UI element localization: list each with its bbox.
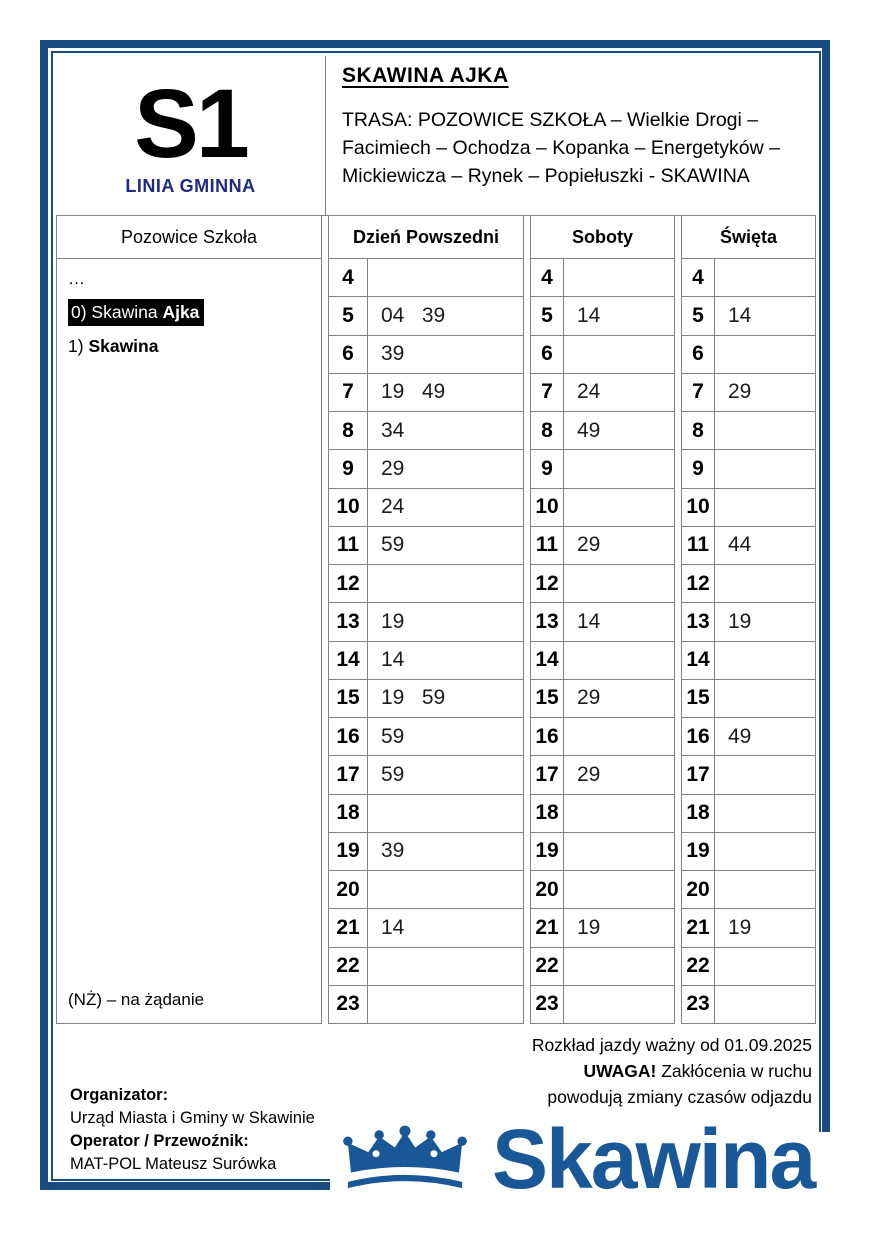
timetable-row	[329, 680, 523, 718]
timetable-row	[329, 603, 523, 641]
hour-cell: 23	[682, 986, 715, 1023]
hour-cell: 7	[329, 374, 368, 411]
timetable-row	[329, 336, 523, 374]
timetable-row	[682, 718, 815, 756]
hour-cell: 12	[329, 565, 368, 602]
minutes-cell: 24	[381, 495, 405, 519]
minutes-cell	[564, 642, 674, 679]
hour-cell: 17	[329, 756, 368, 793]
minutes-cell	[715, 871, 815, 908]
stop-item	[68, 336, 311, 357]
timetable-row	[682, 259, 815, 297]
minutes-cell	[715, 565, 815, 602]
timetable-band	[56, 216, 816, 1024]
route-line: Mickiewicza – Rynek – Popiełuszki - SKAWINA	[342, 165, 750, 187]
minutes-cell	[715, 680, 815, 717]
timetable-row	[329, 374, 523, 412]
minutes-cell	[564, 450, 674, 487]
minutes-cell: 59	[381, 724, 405, 748]
timetable-section-saturday	[530, 216, 675, 1024]
minutes-cell: 19 59	[381, 686, 446, 710]
minutes-cell	[715, 833, 815, 870]
line-badge	[56, 56, 326, 215]
timetable-row	[329, 297, 523, 335]
hour-cell: 20	[531, 871, 564, 908]
hour-cell: 6	[682, 336, 715, 373]
line-type-label: LINIA GMINNA	[125, 175, 256, 196]
warning-line-1	[532, 1058, 812, 1084]
timetable-row	[682, 909, 815, 947]
minutes-cell: 49	[577, 418, 601, 442]
hour-cell: 22	[531, 948, 564, 985]
timetable-section-holiday	[681, 216, 816, 1024]
minutes-cell	[564, 565, 674, 602]
warning-bold: UWAGA!	[583, 1061, 657, 1081]
timetable-row	[682, 948, 815, 986]
timetable-row	[531, 795, 674, 833]
minutes-cell: 49	[728, 724, 752, 748]
minutes-cell	[715, 489, 815, 526]
warning-line-2: powodują zmiany czasów odjazdu	[547, 1087, 812, 1107]
timetable-row	[329, 948, 523, 986]
minutes-cell	[715, 336, 815, 373]
logo-wordmark: Skawina	[492, 1112, 815, 1206]
timetable-row	[682, 680, 815, 718]
destination-title: SKAWINA AJKA	[342, 64, 509, 87]
hour-cell: 5	[531, 297, 564, 334]
hour-cell: 20	[682, 871, 715, 908]
timetable-row	[682, 336, 815, 374]
minutes-cell	[564, 259, 674, 296]
hour-cell: 10	[682, 489, 715, 526]
timetable-row	[531, 833, 674, 871]
day-type-header: Dzień Powszedni	[329, 216, 523, 259]
hour-cell: 4	[531, 259, 564, 296]
timetable-row	[329, 450, 523, 488]
hour-cell: 9	[682, 450, 715, 487]
warning-rest: Zakłócenia w ruchu	[656, 1061, 812, 1081]
hour-cell: 19	[531, 833, 564, 870]
hour-cell: 12	[531, 565, 564, 602]
crown-icon	[330, 1124, 480, 1196]
timetable-row	[329, 642, 523, 680]
stops-column-body	[57, 259, 321, 1023]
hour-cell: 4	[682, 259, 715, 296]
minutes-cell: 39	[381, 342, 405, 366]
minutes-cell: 24	[577, 380, 601, 404]
minutes-cell: 34	[381, 418, 405, 442]
minutes-cell: 29	[381, 456, 405, 480]
hour-cell: 14	[329, 642, 368, 679]
skawina-logo	[330, 1112, 854, 1212]
minutes-cell	[715, 412, 815, 449]
minutes-cell: 19	[728, 609, 752, 633]
hour-cell: 19	[682, 833, 715, 870]
timetable-row	[329, 259, 523, 297]
timetable-row	[329, 565, 523, 603]
minutes-cell: 39	[381, 839, 405, 863]
hour-cell: 18	[329, 795, 368, 832]
hour-cell: 22	[682, 948, 715, 985]
hour-cell: 23	[531, 986, 564, 1023]
hour-cell: 21	[682, 909, 715, 946]
timetable-row	[682, 412, 815, 450]
minutes-cell: 29	[577, 533, 601, 557]
timetable-row	[531, 565, 674, 603]
minutes-cell	[564, 986, 674, 1023]
hour-cell: 12	[682, 565, 715, 602]
operator-label: Operator / Przewoźnik:	[70, 1132, 249, 1150]
timetable-row	[329, 871, 523, 909]
minutes-cell	[368, 948, 523, 985]
minutes-cell: 14	[577, 303, 601, 327]
minutes-cell	[715, 948, 815, 985]
minutes-cell	[715, 756, 815, 793]
timetable-row	[531, 489, 674, 527]
timetable-row	[682, 565, 815, 603]
hour-cell: 11	[329, 527, 368, 564]
organizer-name: Urząd Miasta i Gminy w Skawinie	[70, 1109, 315, 1127]
timetable-row	[329, 412, 523, 450]
stop-highlight: 0) Skawina Ajka	[68, 299, 204, 326]
timetable-row	[329, 718, 523, 756]
timetable-row	[329, 756, 523, 794]
timetable-row	[682, 297, 815, 335]
minutes-cell: 14	[381, 648, 405, 672]
organizer-label: Organizator:	[70, 1086, 169, 1104]
timetable-row	[682, 489, 815, 527]
hour-cell: 18	[531, 795, 564, 832]
hour-cell: 13	[531, 603, 564, 640]
hour-cell: 14	[682, 642, 715, 679]
timetable-row	[531, 603, 674, 641]
timetable-row	[329, 489, 523, 527]
stops-column-header: Pozowice Szkoła	[57, 216, 321, 259]
day-type-header: Święta	[682, 216, 815, 259]
timetable-row	[531, 642, 674, 680]
timetable-row	[682, 450, 815, 488]
hour-cell: 21	[531, 909, 564, 946]
hour-cell: 16	[682, 718, 715, 755]
timetable-row	[531, 909, 674, 947]
day-sections	[328, 216, 816, 1024]
timetable-row	[531, 259, 674, 297]
timetable-row	[682, 642, 815, 680]
minutes-cell	[564, 718, 674, 755]
hour-cell: 11	[531, 527, 564, 564]
minutes-cell: 29	[728, 380, 752, 404]
route-line: TRASA: POZOWICE SZKOŁA – Wielkie Drogi –	[342, 109, 759, 131]
timetable-rows	[682, 259, 815, 1023]
timetable-row	[531, 412, 674, 450]
hour-cell: 15	[682, 680, 715, 717]
hour-cell: 19	[329, 833, 368, 870]
minutes-cell: 04 39	[381, 303, 446, 327]
timetable-row	[682, 756, 815, 794]
timetable-row	[531, 527, 674, 565]
minutes-cell	[368, 259, 523, 296]
timetable-row	[531, 871, 674, 909]
hour-cell: 16	[531, 718, 564, 755]
minutes-cell	[715, 795, 815, 832]
hour-cell: 5	[329, 297, 368, 334]
timetable-row	[682, 527, 815, 565]
timetable-row	[531, 948, 674, 986]
hour-cell: 10	[329, 489, 368, 526]
hour-cell: 16	[329, 718, 368, 755]
timetable-row	[531, 297, 674, 335]
validity-text: Rozkład jazdy ważny od 01.09.2025	[531, 1035, 812, 1055]
stop-item	[68, 302, 311, 323]
page-content	[56, 56, 816, 1178]
minutes-cell	[564, 336, 674, 373]
hour-cell: 11	[682, 527, 715, 564]
minutes-cell	[564, 948, 674, 985]
minutes-cell	[564, 489, 674, 526]
minutes-cell: 19	[728, 915, 752, 939]
timetable-row	[682, 833, 815, 871]
timetable-row	[329, 527, 523, 565]
timetable-section-weekday	[328, 216, 524, 1024]
minutes-cell	[368, 871, 523, 908]
timetable-row	[531, 374, 674, 412]
hour-cell: 9	[531, 450, 564, 487]
minutes-cell	[368, 986, 523, 1023]
operator-name: MAT-POL Mateusz Surówka	[70, 1155, 277, 1173]
minutes-cell	[715, 259, 815, 296]
stops-ellipsis: …	[68, 269, 87, 288]
timetable-row	[682, 374, 815, 412]
hour-cell: 8	[682, 412, 715, 449]
minutes-cell: 29	[577, 686, 601, 710]
timetable-row	[531, 680, 674, 718]
timetable-row	[329, 833, 523, 871]
hour-cell: 21	[329, 909, 368, 946]
hour-cell: 10	[531, 489, 564, 526]
hour-cell: 13	[682, 603, 715, 640]
minutes-cell: 14	[577, 609, 601, 633]
timetable-row	[329, 795, 523, 833]
minutes-cell: 14	[728, 303, 752, 327]
minutes-cell	[715, 986, 815, 1023]
timetable-row	[531, 986, 674, 1023]
minutes-cell: 19	[381, 609, 405, 633]
stop-text: 1) Skawina	[68, 336, 159, 356]
timetable-row	[531, 450, 674, 488]
timetable-row	[531, 336, 674, 374]
minutes-cell	[564, 833, 674, 870]
hour-cell: 5	[682, 297, 715, 334]
hour-cell: 14	[531, 642, 564, 679]
minutes-cell: 29	[577, 762, 601, 786]
hour-cell: 22	[329, 948, 368, 985]
hour-cell: 13	[329, 603, 368, 640]
hour-cell: 15	[329, 680, 368, 717]
hour-cell: 6	[531, 336, 564, 373]
hour-cell: 9	[329, 450, 368, 487]
minutes-cell	[368, 565, 523, 602]
hour-cell: 17	[682, 756, 715, 793]
timetable-row	[682, 603, 815, 641]
minutes-cell: 59	[381, 762, 405, 786]
hour-cell: 20	[329, 871, 368, 908]
on-request-footnote: (NŻ) – na żądanie	[68, 990, 205, 1009]
minutes-cell: 19	[577, 915, 601, 939]
minutes-cell: 44	[728, 533, 752, 557]
minutes-cell	[715, 450, 815, 487]
hour-cell: 23	[329, 986, 368, 1023]
hour-cell: 7	[682, 374, 715, 411]
timetable-rows	[329, 259, 523, 1023]
timetable-row	[682, 871, 815, 909]
hour-cell: 8	[531, 412, 564, 449]
minutes-cell	[564, 871, 674, 908]
hour-cell: 8	[329, 412, 368, 449]
hour-cell: 6	[329, 336, 368, 373]
hour-cell: 15	[531, 680, 564, 717]
minutes-cell	[715, 642, 815, 679]
stops-column	[56, 216, 322, 1024]
stops-list	[68, 302, 311, 357]
timetable-row	[329, 909, 523, 947]
hour-cell: 17	[531, 756, 564, 793]
timetable-rows	[531, 259, 674, 1023]
title-cell	[326, 56, 816, 215]
validity-notice	[532, 1032, 812, 1110]
route-line: Facimiech – Ochodza – Kopanka – Energetyków –	[342, 137, 780, 159]
minutes-cell	[564, 795, 674, 832]
timetable-row	[682, 795, 815, 833]
route-description	[342, 106, 812, 190]
hour-cell: 18	[682, 795, 715, 832]
timetable-row	[531, 718, 674, 756]
line-number: S1	[134, 69, 247, 179]
organizer-block	[70, 1084, 315, 1176]
timetable-row	[682, 986, 815, 1023]
minutes-cell: 19 49	[381, 380, 446, 404]
minutes-cell: 59	[381, 533, 405, 557]
minutes-cell	[368, 795, 523, 832]
hour-cell: 7	[531, 374, 564, 411]
timetable-row	[531, 756, 674, 794]
hour-cell: 4	[329, 259, 368, 296]
day-type-header: Soboty	[531, 216, 674, 259]
timetable-row	[329, 986, 523, 1023]
header-band	[56, 56, 816, 216]
minutes-cell: 14	[381, 915, 405, 939]
